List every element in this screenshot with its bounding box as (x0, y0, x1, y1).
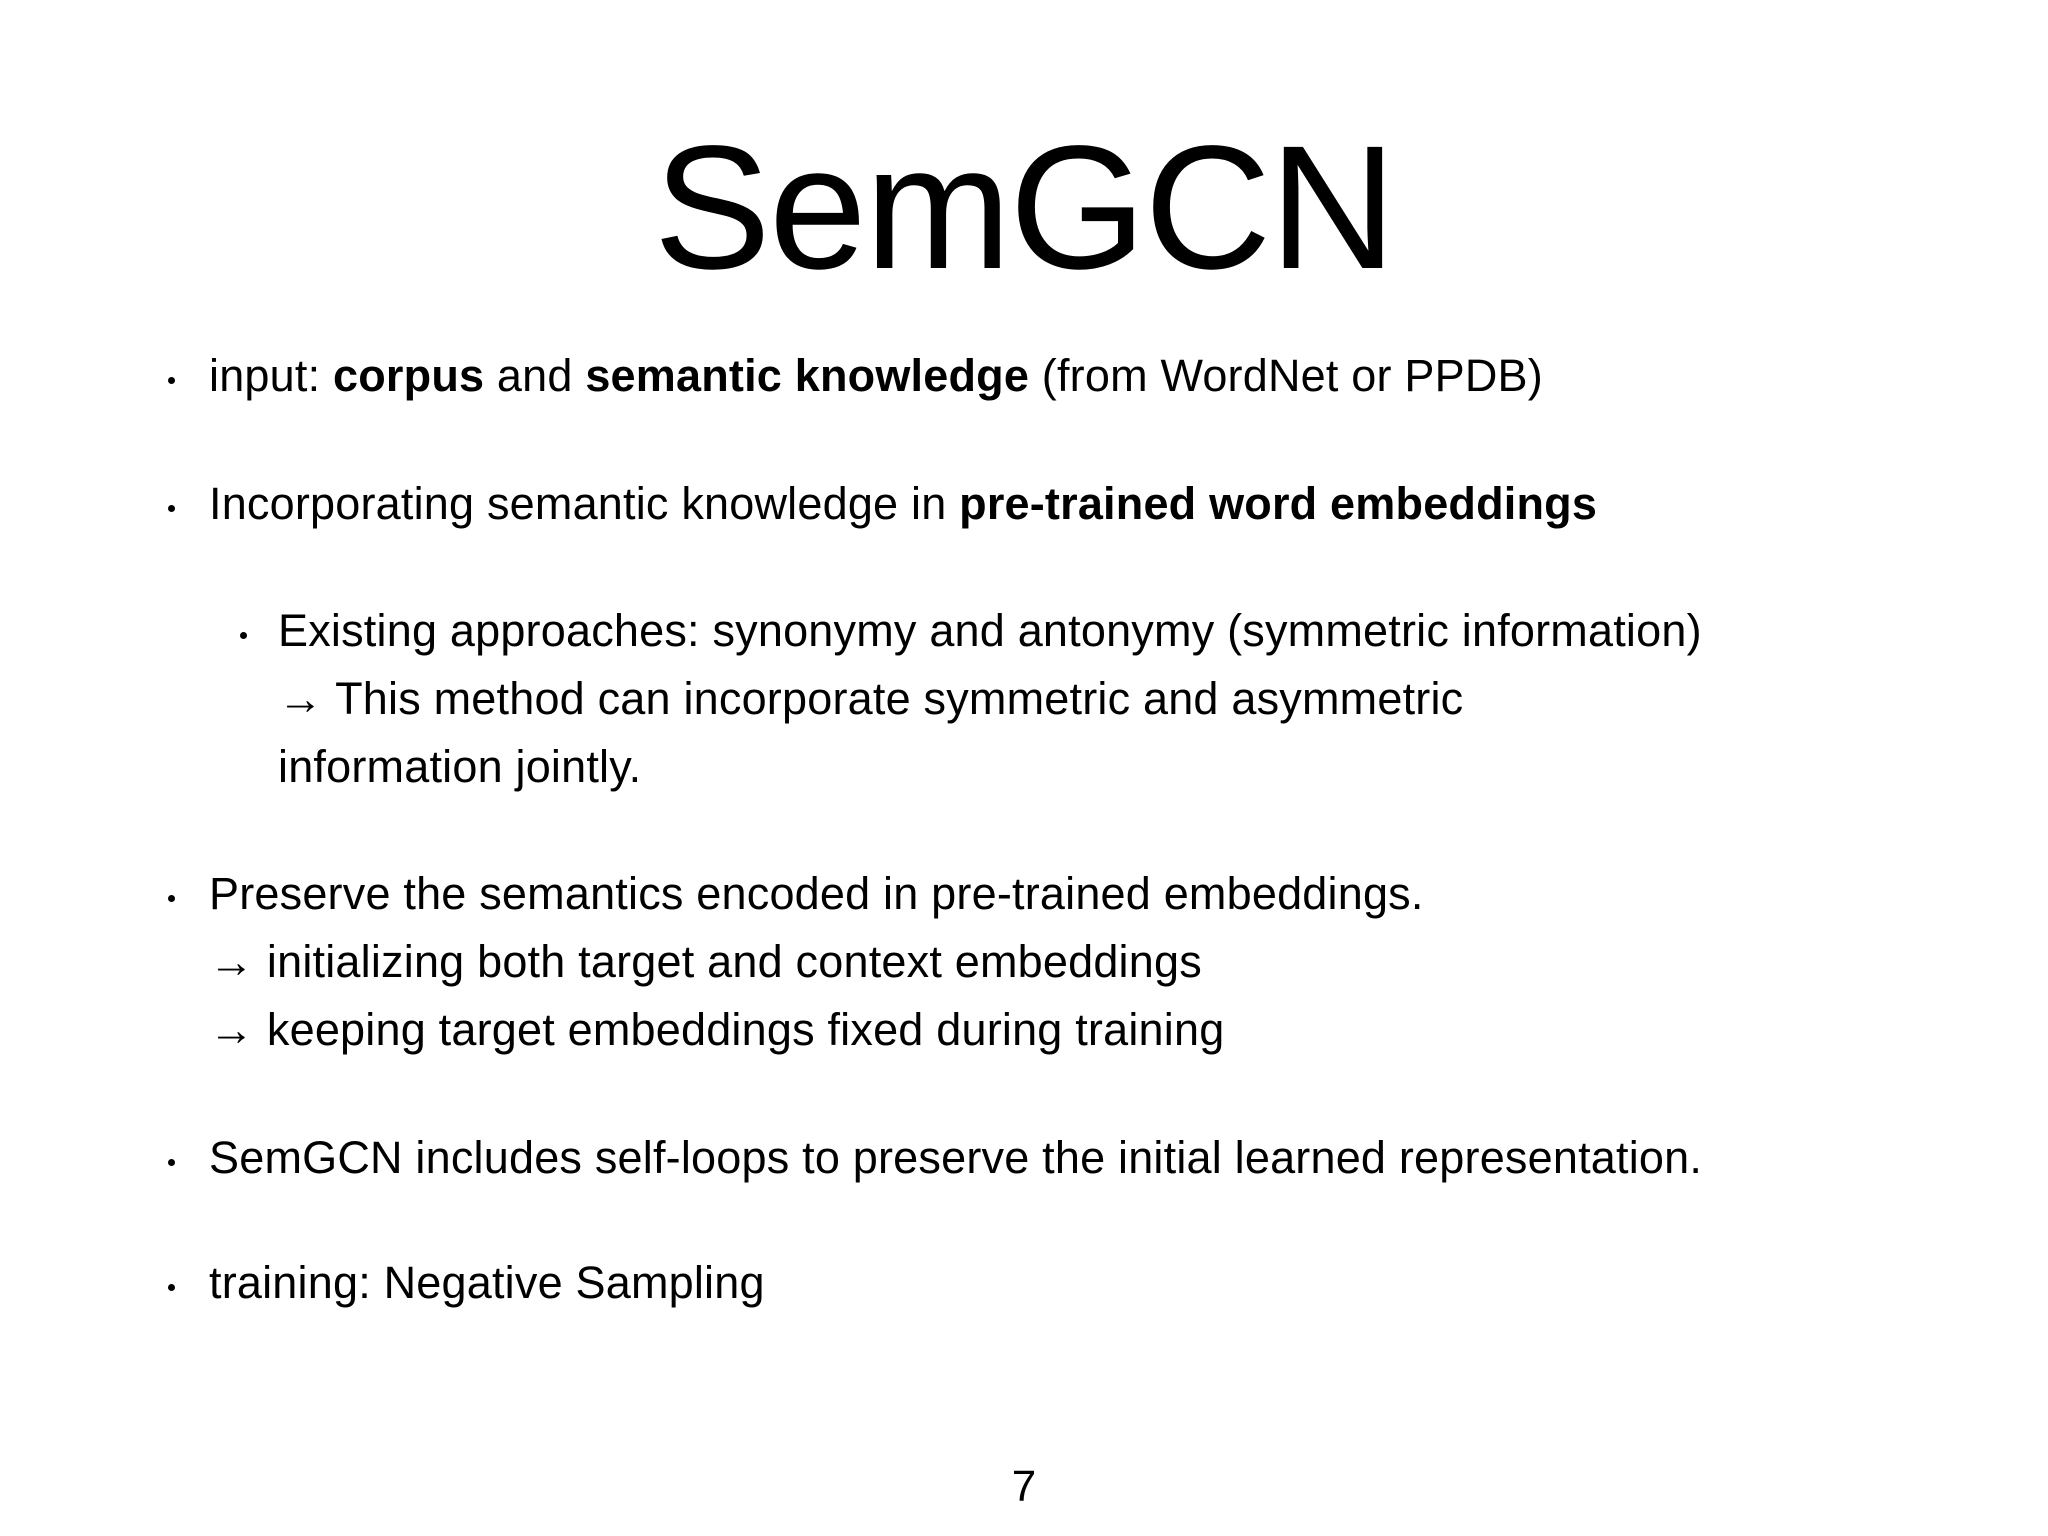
bullet-text (209, 348, 1543, 404)
bullet-text: SemGCN includes self-loops to preserve the initial learned representation. (209, 1132, 1703, 1183)
text-segment: input: (209, 350, 333, 401)
bullet-text: Existing approaches: synonymy and antonymy (symmetric information) (278, 605, 1702, 656)
bullet-dot-icon (168, 377, 175, 384)
bold-term: pre-trained word embeddings (959, 478, 1598, 529)
bullet-text-continuation: → This method can incorporate symmetric and asymmetric (278, 673, 1464, 724)
text-segment: and (484, 350, 586, 401)
bullet-text-continuation: information jointly. (278, 741, 642, 792)
bullet-text: training: Negative Sampling (209, 1257, 765, 1308)
bold-term: corpus (333, 350, 485, 401)
bullet-text (209, 476, 1597, 532)
page-number: 7 (1011, 1462, 1037, 1511)
bullet-dot-icon (240, 632, 247, 639)
bullet-dot-icon (168, 1284, 175, 1291)
bullet-text-continuation: → keeping target embeddings fixed during training (209, 1004, 1225, 1055)
bold-term: semantic knowledge (585, 350, 1030, 401)
bullet-dot-icon (168, 895, 175, 902)
bullet-text-continuation: → initializing both target and context embeddings (209, 936, 1202, 987)
bullet-dot-icon (168, 505, 175, 512)
bullet-dot-icon (168, 1159, 175, 1166)
text-segment: (from WordNet or PPDB) (1029, 350, 1543, 401)
slide-title: SemGCN (653, 110, 1395, 306)
bullet-text: Preserve the semantics encoded in pre-trained embeddings. (209, 868, 1424, 919)
text-segment: Incorporating semantic knowledge in (209, 478, 960, 529)
